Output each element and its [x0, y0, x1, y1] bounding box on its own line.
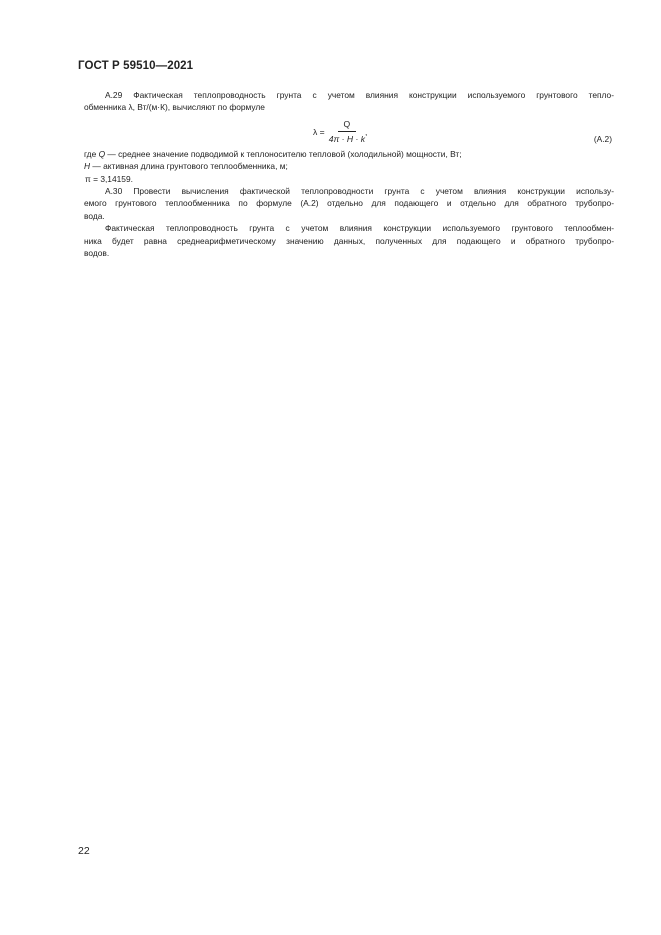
paragraph-a29-line-1: А.29 Фактическая теплопроводность грунта с учетом влияния конструкции используемого грунтового тепло- [105, 90, 614, 100]
paragraph-a30-line-2: емого грунтового теплообменника по формуле (А.2) отдельно для подающего и отдельно для обратного трубопро- [84, 198, 614, 209]
definition-h-text: — активная длина грунтового теплообменника, м; [90, 161, 288, 172]
formula-fraction [328, 118, 368, 146]
paragraph-conclusion-line-1: Фактическая теплопроводность грунта с учетом влияния конструкции используемого грунтового теплообмен- [105, 223, 614, 234]
paragraph-a29 [84, 89, 614, 114]
definition-h-symbol: H [84, 161, 91, 172]
definition-q-prefix: где [84, 148, 99, 159]
definition-pi: π = 3,14159. [85, 173, 133, 184]
formula-lhs: λ = [313, 126, 325, 137]
paragraph-conclusion [84, 222, 614, 259]
paragraph-a30-line-3: вода. [84, 210, 105, 221]
formula-trailing-comma: , [365, 126, 368, 137]
definition-q-text: — среднее значение подводимой к теплоносителю тепловой (холодильной) мощности, Вт; [105, 148, 462, 159]
paragraph-conclusion-line-3: водов. [84, 248, 110, 259]
paragraph-conclusion-line-2: ника будет равна среднеарифметическому значению данных, полученных для подающего и обратного трубопро- [84, 235, 614, 246]
formula-expression [313, 118, 367, 146]
definition-q [84, 148, 614, 160]
formula-a2 [84, 114, 614, 148]
document-header: ГОСТ Р 59510—2021 [78, 60, 194, 72]
paragraph-a29-line-2: обменника λ, Вт/(м·К), вычисляют по формуле [84, 102, 265, 113]
definition-q-symbol: Q [98, 148, 106, 159]
paragraph-a30-line-1: А.30 Провести вычисления фактической теплопроводности грунта с учетом влияния конструкции использу- [105, 186, 614, 197]
formula-numerator: Q [338, 118, 357, 132]
document-body [84, 89, 614, 259]
paragraph-a30 [84, 185, 614, 222]
formula-denominator: 4π · H · k [328, 134, 366, 145]
page-number: 22 [78, 845, 90, 857]
definition-h [84, 160, 614, 172]
formula-number: (А.2) [593, 133, 612, 144]
